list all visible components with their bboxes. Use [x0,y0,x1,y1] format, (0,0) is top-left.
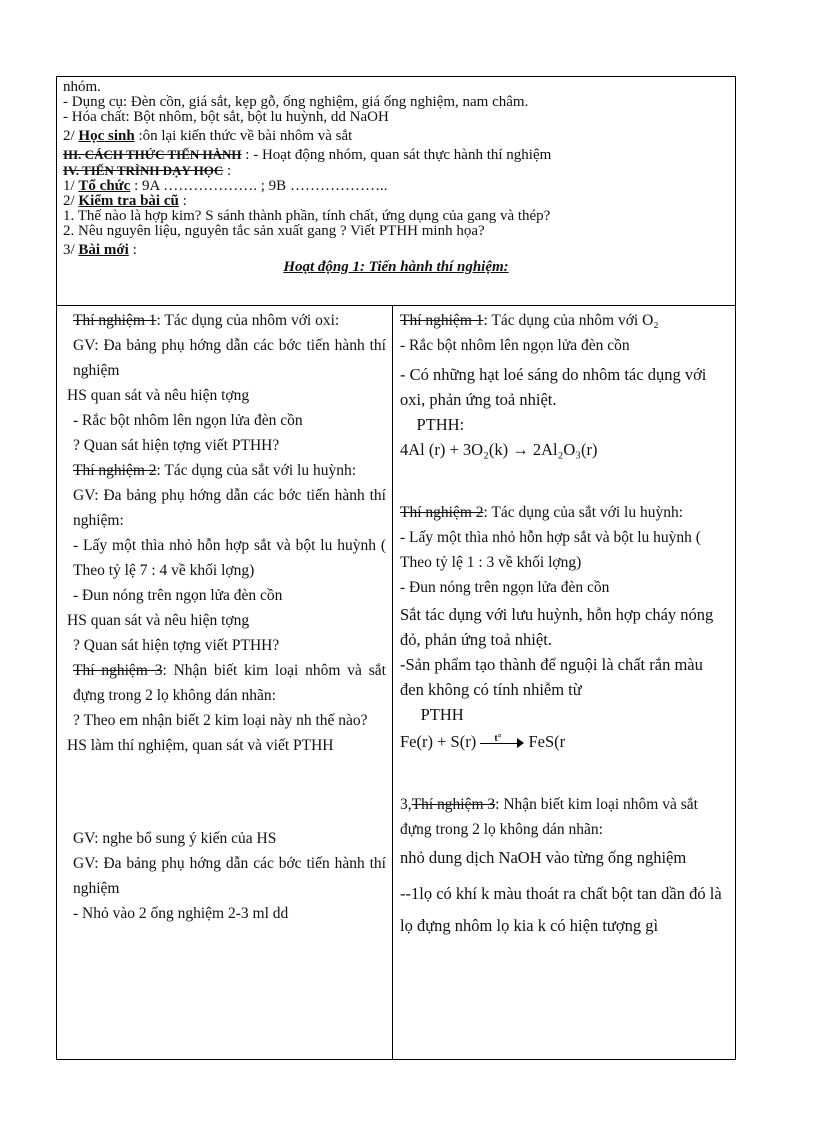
text-line: - Dụng cụ: Đèn cồn, giá sắt, kẹp gỗ, ống nghiệm, giá ống nghiệm, nam châm. [63,94,529,110]
old-lesson-check: 2/ Kiểm tra bài cũ : [63,193,187,209]
right-line: --1lọ có khí k màu thoát ra chất bột tan dần đó là lọ đựng nhôm lọ kia k có hiện tượng gì [400,884,722,935]
left-line: - Nhỏ vào 2 ống nghiệm 2-3 ml dd [73,905,289,922]
right-line: - Đun nóng trên ngọn lửa đèn cồn [400,579,610,596]
section-iv: IV. TIẾN TRÌNH DẠY HỌC : [63,163,232,179]
right-line: PTHH [400,705,464,724]
reaction-arrow-icon: t° [480,738,524,748]
right-line: PTHH: [400,415,465,434]
experiment-1-label: Thí nghiệm 1 [73,312,157,329]
left-line: ? Theo em nhận biết 2 kim loại này nh thế nào? [73,712,368,729]
lesson-header [57,77,735,275]
new-lesson-label: Bài mới [78,242,129,258]
right-line: - Rắc bột nhôm lên ngọn lửa đèn cồn [400,337,630,354]
left-line: HS quan sát và nêu hiện tợng [67,612,250,629]
left-line: HS quan sát và nêu hiện tợng [67,387,250,404]
teacher-student-column: Thí nghiệm 1: Tác dụng của nhôm với oxi: GV: Đa bảng phụ hớng dẫn các bớc tiến hành thí nghiệm HS quan sát và nêu hiện tợng - Rắc bột nhôm lên ngọn lửa đèn cồn ? Quan sát hiện tợng viết PTHH? Thí nghiệm 2: Tác dụng của sắt với lu huỳnh: GV: Đa bảng phụ hớng dẫn các bớc tiến hành thí nghiệm: - Lấy một thìa nhỏ hỗn hợp sắt và bột lu huỳnh ( Theo tỷ lệ 7 : 4 về khối lợng) - Đun nóng trên ngọn lửa đèn cồn HS quan sát và nêu hiện tợng ? Quan sát hiện tợng viết PTHH? Thí nghiệm 3: Nhận biết kim loại nhôm và sắt đựng trong 2 lọ không dán nhãn: ? Theo em nhận biết 2 kim loại này nh thế nào? HS làm thí nghiệm, quan sát và viết PTHH GV: nghe bổ sung ý kiến của HS GV: Đa bảng phụ hớng dẫn các bớc tiến hành thí nghiệm - Nhỏ vào 2 ống nghiệm 2-3 ml dd [57,306,393,1059]
experiment-3-label: Thí nghiệm 3 [411,796,496,813]
left-line: - Đun nóng trên ngọn lửa đèn cồn [73,587,283,604]
right-line: Sắt tác dụng với lưu huỳnh, hỗn hợp cháy nóng đỏ, phản ứng toả nhiệt. [400,605,714,649]
left-line: GV: Đa bảng phụ hớng dẫn các bớc tiến hành thí nghiệm: [73,487,386,529]
left-line: - Lấy một thìa nhỏ hỗn hợp sắt và bột lu huỳnh ( Theo tỷ lệ 7 : 4 về khối lợng) [73,537,386,579]
text-line: nhóm. [63,79,101,95]
student-section: 2/ Học sinh :ôn lại kiến thức về bài nhôm và sắt [63,128,353,144]
right-line: - Lấy một thìa nhỏ hỗn hợp sắt và bột lu huỳnh ( Theo tỷ lệ 1 : 3 về khối lợng) [400,529,701,571]
left-line: ? Quan sát hiện tợng viết PTHH? [73,637,280,654]
left-line: HS làm thí nghiệm, quan sát và viết PTHH [67,737,334,754]
content-column: Thí nghiệm 1: Tác dụng của nhôm với O₂ - Rắc bột nhôm lên ngọn lửa đèn cồn - Có những hạt loé sáng do nhôm tác dụng với oxi, phản ứng toả nhiệt. PTHH: 4Al (r) + 3O₂(k) → 2Al₂O₃(r) Thí nghiệm 2: Tác dụng của sắt với lu huỳnh: - Lấy một thìa nhỏ hỗn hợp sắt và bột lu huỳnh ( Theo tỷ lệ 1 : 3 về khối lợng) - Đun nóng trên ngọn lửa đèn cồn Sắt tác dụng với lưu huỳnh, hỗn hợp cháy nóng đỏ, phản ứng toả nhiệt. -Sản phẩm tạo thành để nguội là chất rắn màu đen không có tính nhiễm từ PTHH Fe(r) + S(r) t° FeS(r 3,Thí nghiệm 3: Nhận biết kim loại nhôm và sắt đựng trong 2 lọ không dán nhãn: nhỏ dung dịch NaOH vào từng ống nghiệm --1lọ có khí k màu thoát ra chất bột tan dần đó là lọ đựng nhôm lọ kia k có hiện tượng gì [394,306,735,1059]
organization-label: Tổ chức [78,178,131,194]
activity-title: Hoạt động 1: Tiến hành thí nghiệm: [283,259,509,275]
left-line: GV: Đa bảng phụ hớng dẫn các bớc tiến hành thí nghiệm [73,337,386,379]
section-iii-label: III. CÁCH THỨC TIẾN HÀNH [63,147,242,162]
equation-2: Fe(r) + S(r) t° FeS(r [400,732,566,751]
right-line: -Sản phẩm tạo thành để nguội là chất rắn màu đen không có tính nhiễm từ [400,655,703,699]
right-line: nhỏ dung dịch NaOH vào từng ống nghiệm [400,848,687,867]
section-iv-label: IV. TIẾN TRÌNH DẠY HỌC [63,163,224,178]
organization-line: 1/ Tổ chức : 9A ………………. ; 9B ……………….. [63,178,388,194]
experiment-2-label: Thí nghiệm 2 [400,504,484,521]
activity-table [57,305,735,1059]
left-line: GV: nghe bổ sung ý kiến của HS [73,830,277,847]
question-2: 2. Nêu nguyên liệu, nguyên tắc sản xuất gang ? Viết PTHH minh họa? [63,223,485,239]
experiment-3-label: Thí nghiệm 3 [73,662,163,679]
text-line: - Hóa chất: Bột nhôm, bột sắt, bột lu huỳnh, dd NaOH [63,109,389,125]
left-line: - Rắc bột nhôm lên ngọn lửa đèn cồn [73,412,303,429]
right-line: - Có những hạt loé sáng do nhôm tác dụng với oxi, phản ứng toả nhiệt. [400,365,707,409]
question-1: 1. Thế nào là hợp kim? S sánh thành phần, tính chất, ứng dụng của gang và thép? [63,208,551,224]
left-line: ? Quan sát hiện tợng viết PTHH? [73,437,280,454]
old-lesson-label: Kiểm tra bài cũ [78,193,179,209]
equation-1: 4Al (r) + 3O₂(k) → 2Al₂O₃(r) [400,440,598,459]
section-iii: III. CÁCH THỨC TIẾN HÀNH : - Hoạt động nhóm, quan sát thực hành thí nghiệm [63,147,552,163]
experiment-1-label: Thí nghiệm 1 [400,312,484,329]
new-lesson: 3/ Bài mới : [63,242,137,258]
left-line: GV: Đa bảng phụ hớng dẫn các bớc tiến hành thí nghiệm [73,855,386,897]
lesson-plan-frame [56,76,736,1060]
student-label: Học sinh [78,128,135,144]
experiment-2-label: Thí nghiệm 2 [73,462,157,479]
